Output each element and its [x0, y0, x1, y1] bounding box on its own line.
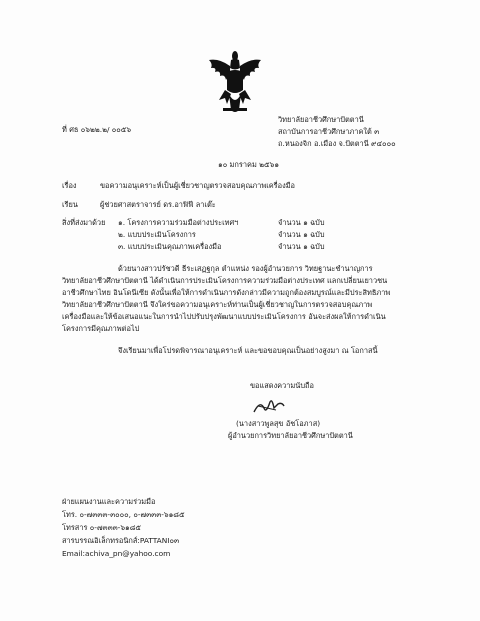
footer-email: Email:achiva_pn@yahoo.com — [62, 549, 171, 558]
attachment-item-2: ๒. แบบประเมินโครงการ — [118, 230, 196, 239]
footer-phone: โทร. ๐-๗๓๓๓-๓๐๐๐, ๐-๗๓๓๓-๖๑๘๕ — [62, 510, 185, 519]
attachment-qty-2: จำนวน ๑ ฉบับ — [278, 230, 325, 239]
subject-label: เรื่อง — [62, 181, 77, 190]
attachment-qty-3: จำนวน ๑ ฉบับ — [278, 242, 325, 251]
org-institute: สถาบันการอาชีวศึกษาภาคใต้ ๓ — [278, 127, 380, 136]
letter-date: ๑๐ มกราคม ๒๕๖๑ — [218, 160, 280, 169]
org-address: ถ.หนองจิก อ.เมือง จ.ปัตตานี ๙๔๐๐๐ — [278, 139, 396, 148]
closing-sentence: จึงเรียนมาเพื่อโปรดพิจารณาอนุเคราะห์ และขอขอบคุณเป็นอย่างสูงมา ณ โอกาสนี้ — [118, 346, 378, 355]
body-paragraph-line: วิทยาลัยอาชีวศึกษาปัตตานี ได้ดำเนินการประเมินโครงการความร่วมมือต่างประเทศ แลกเปลี่ยนเยาวชน — [62, 276, 388, 285]
recipient-label: เรียน — [62, 200, 78, 209]
attachments-label: สิ่งที่ส่งมาด้วย — [62, 218, 106, 227]
recipient-text: ผู้ช่วยศาสตราจารย์ ดร.อาฟิฟี ลาเต๊ะ — [100, 200, 216, 209]
signatory-title: ผู้อำนวยการวิทยาลัยอาชีวศึกษาปัตตานี — [228, 431, 353, 440]
body-paragraph-line: โครงการมีคุณภาพต่อไป — [62, 324, 140, 333]
body-paragraph-line: อาชีวศึกษาไทย อินโดนีเซีย ดังนั้นเพื่อให้การดำเนินการดังกล่าวมีความถูกต้องสมบูรณ์และมีประสิทธิภาพ — [62, 288, 391, 297]
body-paragraph-line: วิทยาลัยอาชีวศึกษาปัตตานี จึงใคร่ขอความอนุเคราะห์ท่านเป็นผู้เชี่ยวชาญในการตรวจสอบคุณภาพ — [62, 300, 373, 309]
footer-e-saraban: สารบรรณอิเล็กทรอนิกส์:PATTANI๐๓ — [62, 536, 180, 545]
footer-fax: โทรสาร ๐-๗๓๓๓-๖๑๘๕ — [62, 523, 142, 532]
subject-text: ขอความอนุเคราะห์เป็นผู้เชี่ยวชาญตรวจสอบคุณภาพเครื่องมือ — [100, 181, 295, 190]
footer-department: ฝ่ายแผนงานและความร่วมมือ — [62, 497, 156, 506]
attachment-item-3: ๓. แบบประเมินคุณภาพเครื่องมือ — [118, 242, 222, 251]
garuda-emblem-icon — [205, 50, 265, 116]
attachment-item-1: ๑. โครงการความร่วมมือต่างประเทศฯ — [118, 218, 239, 227]
closing-salutation: ขอแสดงความนับถือ — [250, 381, 314, 390]
body-paragraph-line: เครื่องมือและให้ข้อเสนอแนะในการนำไปปรับปรุงพัฒนาแบบประเมินโครงการ อันจะส่งผลให้การดำเนิน — [62, 312, 386, 321]
org-name: วิทยาลัยอาชีวศึกษาปัตตานี — [278, 115, 364, 124]
signature-icon — [252, 396, 286, 418]
document-number: ที่ ศธ ๐๖๒๒.๒/ ๐๐๕๖ — [62, 125, 132, 134]
attachment-qty-1: จำนวน ๑ ฉบับ — [278, 218, 325, 227]
signatory-name: (นางสาวพูลสุข อัชโอภาส) — [236, 419, 321, 428]
body-paragraph-line: ด้วยนางสาวปรัชวดี ธีระเสฏฐกุล ตำแหน่ง รองผู้อำนวยการ วิทยฐานะชำนาญการ — [118, 264, 373, 273]
